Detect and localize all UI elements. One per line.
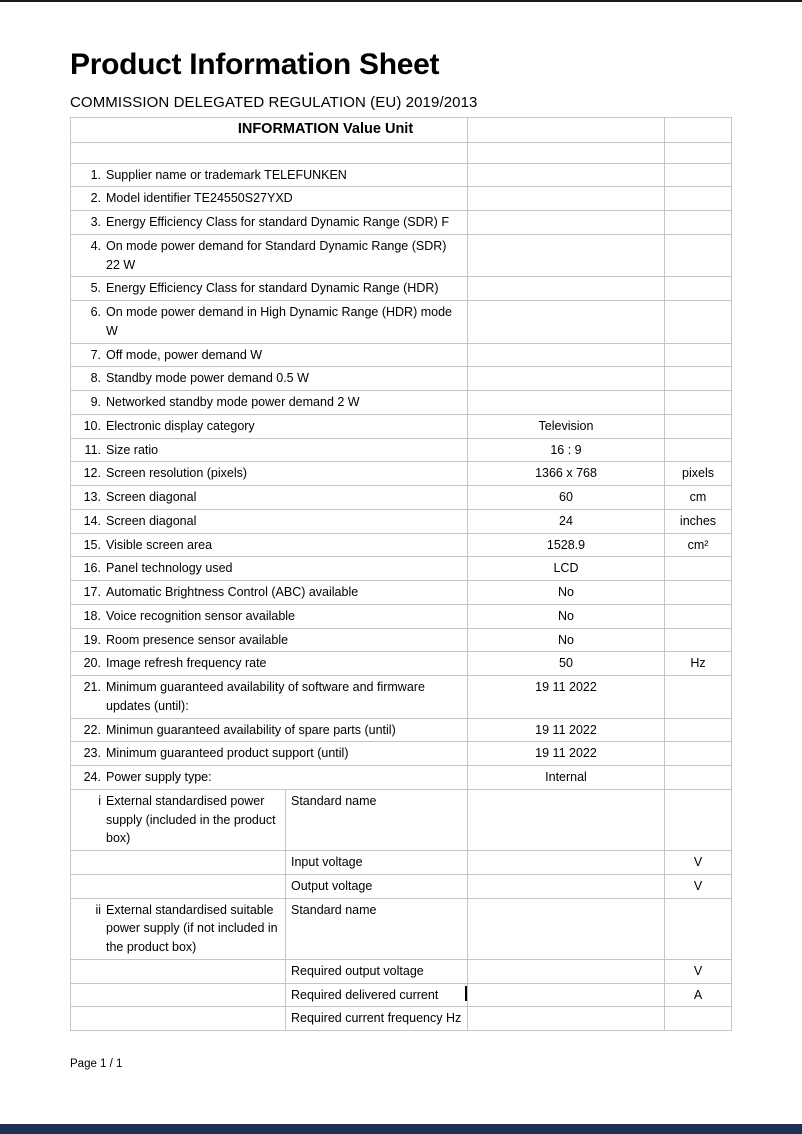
row-label-cell [71,534,468,557]
table-row [71,960,731,984]
row-unit-cell [665,899,731,959]
row-label-cell [71,742,468,765]
row-label-cell [71,344,468,367]
row-value-cell [468,164,665,187]
row-number: 16. [83,561,101,576]
row-unit-cell [665,766,731,789]
row-label-cell [71,652,468,675]
row-label: Minimun guaranteed availability of spare parts (until) [106,722,396,737]
row-sublabel-cell [71,984,286,1007]
page-top-edge [0,0,802,2]
row-value-cell [468,235,665,277]
table-row [71,605,731,629]
row-label: Electronic display category [106,418,255,433]
row-value-cell [468,211,665,234]
table-header-row [71,118,731,143]
row-unit-cell [665,143,731,163]
table-row [71,486,731,510]
table-row [71,143,731,164]
row-number: 7. [90,347,101,362]
row-field-label: Standard name [291,902,377,917]
row-unit-cell [665,629,731,652]
table-header-cell [71,118,468,142]
row-field-label: Required output voltage [291,963,424,978]
row-label-cell [71,581,468,604]
info-table-body [71,143,731,1031]
row-unit-cell: Hz [690,656,706,671]
row-sublabel-cell [71,875,286,898]
row-sublabel-cell [71,899,286,959]
row-unit-cell [665,676,731,718]
row-unit-cell [665,211,731,234]
row-label-cell [71,557,468,580]
row-number: 5. [90,281,101,296]
row-label-cell [71,629,468,652]
row-sublabel-cell [71,790,286,850]
row-label: Panel technology used [106,561,233,576]
row-value-cell: 60 [468,486,665,509]
row-label: Room presence sensor available [106,632,289,647]
row-label-cell [71,301,468,343]
row-unit-cell [665,344,731,367]
row-label-cell [71,235,468,277]
table-row [71,187,731,211]
row-label-cell [71,439,468,462]
row-number: 2. [90,191,101,206]
row-label: Minimum guaranteed availability of software and firmware updates (until): [106,680,425,713]
row-label: Networked standby mode power demand 2 W [106,395,360,410]
table-row [71,742,731,766]
row-unit-cell [665,790,731,850]
row-unit-cell: V [693,878,703,893]
row-label-cell [71,187,468,210]
row-label: Standby mode power demand 0.5 W [106,371,309,386]
row-value-cell: 19 11 2022 [468,742,665,765]
table-row [71,510,731,534]
row-value-cell [468,187,665,210]
row-value-cell [468,301,665,343]
row-field-label: Required current frequency Hz [291,1011,462,1026]
row-number: 11. [84,442,101,457]
row-label-cell [71,486,468,509]
table-row [71,557,731,581]
row-sublabel-cell [71,851,286,874]
row-field-cell [286,851,468,874]
row-number: 6. [90,305,101,320]
row-number: 3. [90,215,101,230]
row-label-cell [71,367,468,390]
text-cursor [465,986,467,1001]
row-value-cell [468,277,665,300]
page-number: Page 1 / 1 [70,1058,123,1070]
row-label-cell [71,462,468,485]
row-label: Power supply type: [106,770,212,785]
row-number: 1. [90,167,101,182]
row-value-cell [468,875,665,898]
row-field-label: Required delivered current [291,987,439,1002]
row-label: On mode power demand for Standard Dynamic Range (SDR) 22 W [106,238,447,272]
table-row [71,462,731,486]
row-unit-cell: cm [689,490,707,505]
info-table [70,117,732,1031]
document-content [70,46,732,1031]
row-label-cell [71,277,468,300]
table-row [71,790,731,851]
row-value-cell [468,899,665,959]
row-number: 15. [83,537,101,552]
row-value-cell [468,960,665,983]
row-value-cell [468,344,665,367]
row-value-cell: No [468,629,665,652]
row-unit-cell [665,301,731,343]
table-row [71,211,731,235]
row-field-label: Input voltage [291,855,363,870]
row-unit-cell [665,415,731,438]
row-field-label: Output voltage [291,878,373,893]
row-unit-cell [665,605,731,628]
row-value-cell [468,851,665,874]
row-value-cell [468,143,665,163]
row-label: Screen resolution (pixels) [106,466,248,481]
row-value-cell: 19 11 2022 [468,719,665,742]
row-number: 4. [90,238,101,253]
row-unit-cell: A [693,987,703,1002]
page-title: Product Information Sheet [70,48,440,81]
row-label-cell [71,510,468,533]
row-unit-cell [665,187,731,210]
row-value-cell: 1366 x 768 [468,462,665,485]
row-label-cell [71,766,468,789]
row-label: Image refresh frequency rate [106,656,267,671]
table-row [71,719,731,743]
row-unit-cell [665,581,731,604]
table-row [71,391,731,415]
row-number: 10. [83,418,101,433]
row-label: Visible screen area [106,537,213,552]
row-value-cell [468,367,665,390]
row-label-cell [71,164,468,187]
row-label-cell [71,676,468,718]
row-label: Off mode, power demand W [106,347,263,362]
row-value-cell [468,984,665,1007]
page-subtitle: COMMISSION DELEGATED REGULATION (EU) 2019/2013 [70,93,478,111]
row-unit-cell [665,557,731,580]
row-unit-cell [665,235,731,277]
row-label: Model identifier TE24550S27YXD [106,191,293,206]
row-field-cell [286,899,468,959]
row-unit-cell [665,719,731,742]
row-label: Supplier name or trademark TELEFUNKEN [106,167,347,182]
row-label: Minimum guaranteed product support (until) [106,746,349,761]
row-number: 24. [83,770,101,785]
row-sublabel-cell [71,1007,286,1030]
row-number: 13. [83,490,101,505]
row-number: 22. [83,722,101,737]
row-unit-cell: inches [679,513,717,528]
table-row [71,415,731,439]
row-label-cell [71,143,468,163]
row-unit-cell: V [693,963,703,978]
row-number: 8. [90,371,101,386]
row-number: 9. [90,395,101,410]
row-number: 20. [83,656,101,671]
header-value-cell [468,118,665,142]
row-number: 17. [83,585,101,600]
table-row [71,439,731,463]
row-unit-cell [665,439,731,462]
row-value-cell: Internal [468,766,665,789]
row-label: Energy Efficiency Class for standard Dynamic Range (SDR) F [106,215,449,230]
row-value-cell [468,1007,665,1030]
row-value-cell: 24 [468,510,665,533]
row-field-label: Standard name [291,793,377,808]
header-unit-cell [665,118,731,142]
table-row [71,851,731,875]
row-unit-cell [665,277,731,300]
table-row [71,534,731,558]
table-row [71,766,731,790]
table-row [71,1007,731,1030]
row-label-cell [71,211,468,234]
row-field-cell [286,1007,468,1030]
row-field-cell [286,790,468,850]
row-number: 23. [83,746,101,761]
row-label-cell [71,391,468,414]
row-unit-cell [665,164,731,187]
table-row [71,629,731,653]
table-header-text: INFORMATION Value Unit [237,121,414,137]
row-field-cell [286,960,468,983]
row-value-cell: LCD [468,557,665,580]
row-value-cell: 1528.9 [468,534,665,557]
table-row [71,367,731,391]
row-value-cell [468,391,665,414]
row-label: Automatic Brightness Control (ABC) available [106,585,359,600]
table-row [71,875,731,899]
row-unit-cell [665,367,731,390]
row-label: Energy Efficiency Class for standard Dynamic Range (HDR) [106,281,439,296]
table-row [71,277,731,301]
row-label-cell [71,415,468,438]
row-sublabel-cell [71,960,286,983]
row-value-cell [468,790,665,850]
row-marker: ii [95,902,101,917]
row-unit-cell: pixels [682,466,714,481]
bottom-accent-bar [0,1124,802,1134]
row-number: 14. [83,513,101,528]
table-row [71,652,731,676]
row-value-cell: 19 11 2022 [468,676,665,718]
row-unit-cell: V [693,855,703,870]
table-row [71,984,731,1008]
row-sublabel: External standardised suitable power supply (if not included in the product box) [106,902,278,955]
row-label: Voice recognition sensor available [106,608,296,623]
row-number: 21. [83,680,101,695]
row-label-cell [71,719,468,742]
table-row [71,676,731,719]
row-label: Screen diagonal [106,490,197,505]
row-marker: i [98,793,101,808]
row-value-cell: Television [468,415,665,438]
table-row [71,301,731,344]
row-unit-cell [665,742,731,765]
row-field-cell [286,875,468,898]
row-unit-cell [665,1007,731,1030]
row-unit-cell: cm² [687,537,709,552]
row-number: 12. [83,466,101,481]
row-label: Screen diagonal [106,513,197,528]
row-number: 19. [83,632,101,647]
row-label: On mode power demand in High Dynamic Range (HDR) mode W [106,305,452,338]
row-value-cell: 16 : 9 [468,439,665,462]
row-number: 18. [83,608,101,623]
row-label-cell [71,605,468,628]
row-field-cell [286,984,468,1007]
row-value-cell: No [468,581,665,604]
table-row [71,235,731,278]
table-row [71,344,731,368]
row-sublabel: External standardised power supply (included in the product box) [106,793,276,846]
row-value-cell: 50 [468,652,665,675]
table-row [71,164,731,188]
row-label: Size ratio [106,442,159,457]
table-row [71,581,731,605]
row-unit-cell [665,391,731,414]
table-row [71,899,731,960]
row-value-cell: No [468,605,665,628]
